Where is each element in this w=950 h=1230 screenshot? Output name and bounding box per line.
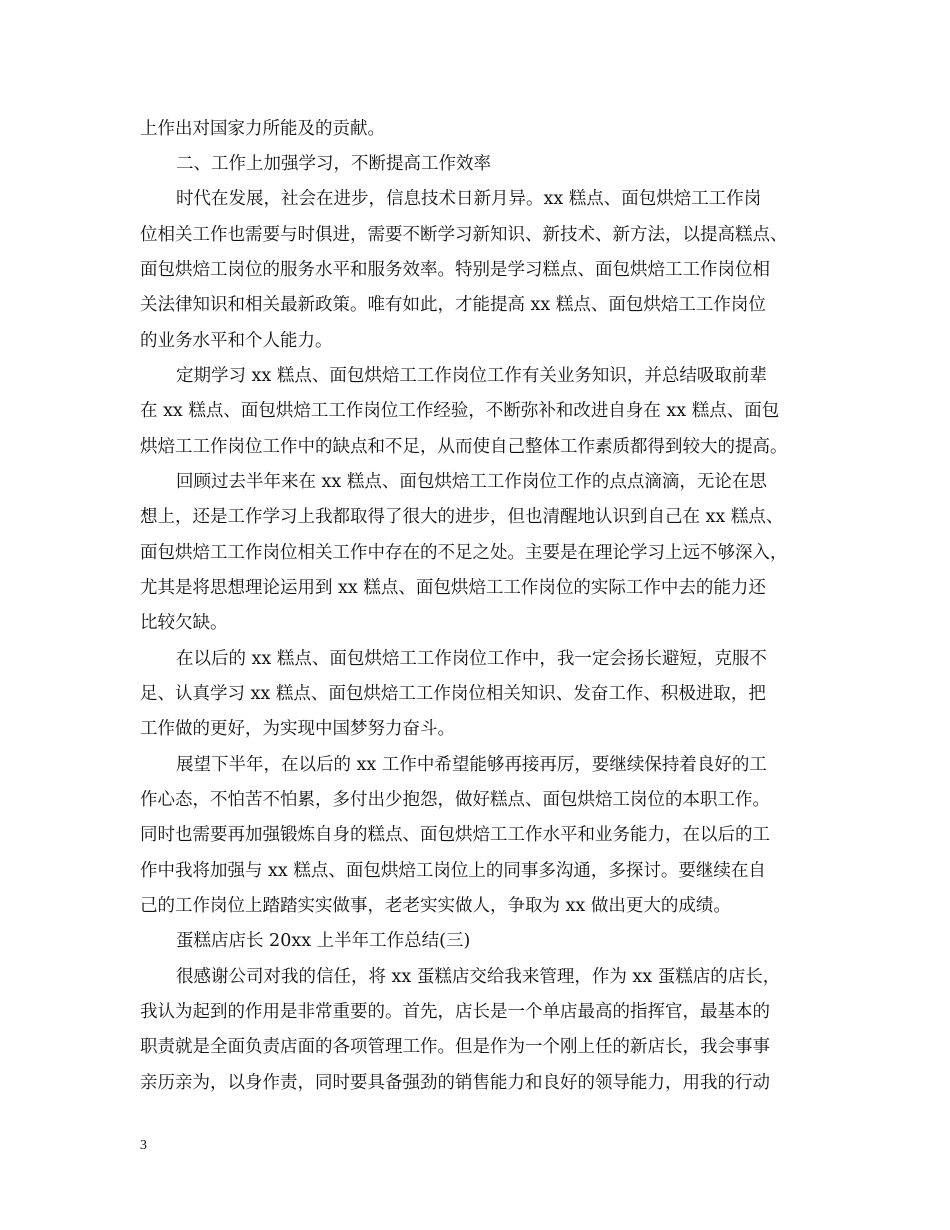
text-line: 展望下半年，在以后的 xx 工作中希望能够再接再厉，要继续保持着良好的工 [176,755,767,775]
text-line: 我认为起到的作用是非常重要的。首先，店长是一个单店最高的指挥官，最基本的 [140,1002,770,1022]
section-heading: 蛋糕店店长 20xx 上半年工作总结(三) [176,931,471,951]
text-line: 足、认真学习 xx 糕点、面包烘焙工工作岗位相关知识、发奋工作、积极进取，把 [140,684,766,704]
text-line: 位相关工作也需要与时俱进，需要不断学习新知识、新技术、新方法，以提高糕点、 [140,225,788,245]
text-line: 作中我将加强与 xx 糕点、面包烘焙工岗位上的同事多沟通，多探讨。要继续在自 [140,861,766,881]
text-line: 尤其是将思想理论运用到 xx 糕点、面包烘焙工工作岗位的实际工作中去的能力还 [140,578,766,598]
text-line: 时代在发展，社会在进步，信息技术日新月异。xx 糕点、面包烘焙工工作岗 [176,189,762,209]
text-line: 面包烘焙工岗位的服务水平和服务效率。特别是学习糕点、面包烘焙工工作岗位相 [140,260,770,280]
text-line: 回顾过去半年来在 xx 糕点、面包烘焙工工作岗位工作的点点滴滴，无论在思 [176,472,767,492]
text-line: 很感谢公司对我的信任，将 xx 蛋糕店交给我来管理，作为 xx 蛋糕店的店长， [176,967,781,987]
text-line: 比较欠缺。 [140,613,228,633]
text-line: 的业务水平和个人能力。 [140,331,333,351]
text-line: 在以后的 xx 糕点、面包烘焙工工作岗位工作中，我一定会扬长避短，克服不 [176,649,767,669]
text-line: 面包烘焙工工作岗位相关工作中存在的不足之处。主要是在理论学习上远不够深入， [140,543,788,563]
text-line: 在 xx 糕点、面包烘焙工工作岗位工作经验，不断弥补和改进自身在 xx 糕点、面包 [140,401,780,421]
section-heading: 二、工作上加强学习，不断提高工作效率 [176,154,491,174]
text-line: 工作做的更好，为实现中国梦努力奋斗。 [140,719,455,739]
text-line: 同时也需要再加强锻炼自身的糕点、面包烘焙工工作水平和业务能力，在以后的工 [140,825,770,845]
text-line: 关法律知识和相关最新政策。唯有如此，才能提高 xx 糕点、面包烘焙工工作岗位 [140,295,766,315]
text-line: 定期学习 xx 糕点、面包烘焙工工作岗位工作有关业务知识，并总结吸取前辈 [176,366,767,386]
page-number: 3 [140,1138,147,1153]
text-line: 亲历亲为，以身作责，同时要具备强劲的销售能力和良好的领导能力，用我的行动 [140,1073,770,1093]
text-line: 烘焙工工作岗位工作中的缺点和不足，从而使自己整体工作素质都得到较大的提高。 [140,437,788,457]
text-line: 职责就是全面负责店面的各项管理工作。但是作为一个刚上任的新店长，我会事事 [140,1037,770,1057]
text-line: 作心态，不怕苦不怕累，多付出少抱怨，做好糕点、面包烘焙工岗位的本职工作。 [140,790,770,810]
text-line: 上作出对国家力所能及的贡献。 [140,119,385,139]
text-line: 想上，还是工作学习上我都取得了很大的进步，但也清醒地认识到自己在 xx 糕点、 [140,507,784,527]
text-line: 己的工作岗位上踏踏实实做事，老老实实做人，争取为 xx 做出更大的成绩。 [140,896,731,916]
